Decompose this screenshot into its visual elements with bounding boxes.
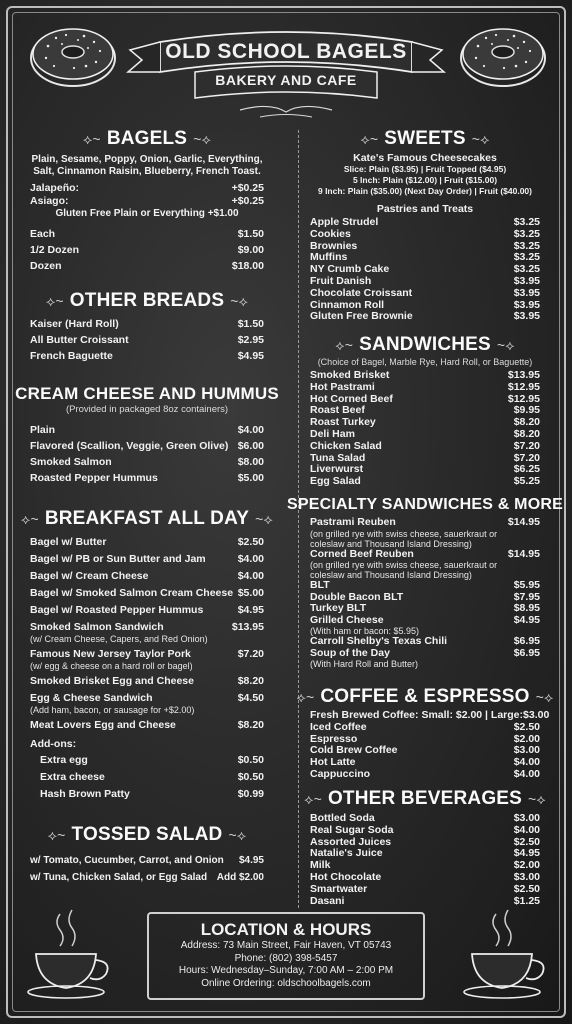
cheesecake-title: Kate's Famous Cheesecakes — [353, 152, 497, 164]
item-price: $2.50 — [513, 882, 540, 895]
item-name: Double Bacon BLT — [310, 590, 404, 603]
section-title: SPECIALTY SANDWICHES & MORE — [287, 496, 563, 513]
menu-item — [30, 752, 264, 769]
item-name: Famous New Jersey Taylor Pork — [30, 648, 191, 660]
item-description: (w/ egg & cheese on a hard roll or bagel) — [30, 661, 193, 671]
item-name: Smoked Brisket Egg and Cheese — [30, 675, 194, 687]
menu-item — [30, 587, 264, 600]
item-price: $1.25 — [513, 894, 540, 907]
menu-item — [310, 429, 540, 441]
menu-item — [310, 288, 540, 300]
menu-item — [310, 517, 540, 529]
column-divider — [298, 130, 299, 908]
item-price: $13.95 — [231, 621, 264, 633]
item-price: $4.00 — [513, 756, 540, 769]
bagel-icon — [456, 18, 550, 94]
menu-item — [30, 604, 264, 617]
item-price: $5.25 — [513, 475, 540, 488]
menu-item — [310, 549, 540, 561]
item-price: $8.20 — [237, 719, 264, 731]
item-name: Bagel w/ PB or Sun Butter and Jam — [30, 553, 206, 565]
bagel-icon — [26, 18, 120, 94]
gluten-free-note: Gluten Free Plain or Everything +$1.00 — [55, 208, 239, 219]
item-name: Fresh Brewed Coffee: Small: $2.00 | Large: — [310, 709, 524, 721]
menu-item — [310, 229, 540, 241]
menu-item: Kaiser (Hard Roll) $1.50 — [30, 318, 264, 330]
item-name: Hot Corned Beef — [310, 392, 393, 405]
restaurant-subtitle: BAKERY AND CAFE — [215, 72, 357, 88]
item-name: Liverwurst — [310, 463, 364, 476]
item-name: Cold Brew Coffee — [310, 744, 398, 757]
menu-item — [30, 692, 264, 705]
item-name: Fruit Danish — [310, 274, 372, 287]
item-name: Real Sugar Soda — [310, 823, 394, 836]
item-price: $14.95 — [507, 547, 540, 560]
tossed-salad-section — [30, 824, 264, 886]
menu-item — [310, 311, 540, 323]
menu-item — [30, 648, 264, 661]
menu-item: Flavored (Scallion, Veggie, Green Olive) $6.00 — [30, 440, 264, 452]
other-breads-section — [30, 290, 264, 364]
item-price: $5.00 — [237, 587, 264, 599]
menu-item: All Butter Croissant $2.95 — [30, 334, 264, 346]
item-price: $4.95 — [513, 847, 540, 860]
menu-item — [310, 825, 540, 837]
flourish-icon: ⟡~ — [20, 510, 39, 527]
item-name: Cinnamon Roll — [310, 298, 385, 311]
item-price: $12.95 — [507, 380, 540, 393]
item-price: $4.95 — [237, 604, 264, 616]
item-name: Smartwater — [310, 882, 368, 895]
section-title: SWEETS — [384, 128, 466, 149]
menu-item: Asiago: +$0.25 — [30, 195, 264, 207]
menu-item — [310, 382, 540, 394]
menu-item — [30, 553, 264, 566]
item-price: $7.20 — [237, 648, 264, 660]
breakfast-section — [20, 508, 274, 803]
menu-item: Dozen $18.00 — [30, 260, 264, 272]
item-name: Cappuccino — [310, 767, 371, 780]
item-name: Assorted Juices — [310, 835, 392, 848]
item-price: $7.95 — [513, 590, 540, 603]
item-name: Deli Ham — [310, 427, 355, 440]
item-description: (on grilled rye with swiss cheese, sauerkraut or coleslaw and Thousand Island Dressing) — [310, 528, 498, 549]
coffee-section — [296, 686, 554, 781]
item-name: Grilled Cheese — [310, 613, 384, 626]
item-name: Egg & Cheese Sandwich — [30, 692, 153, 704]
item-price: $2.50 — [237, 536, 264, 548]
section-title: OTHER BEVERAGES — [327, 788, 523, 809]
item-price: $8.20 — [237, 675, 264, 687]
item-price: $5.95 — [513, 579, 540, 591]
menu-item — [310, 636, 540, 648]
item-name: Meat Lovers Egg and Cheese — [30, 719, 176, 731]
address-text: Address: 73 Main Street, Fair Haven, VT 05743 — [180, 940, 392, 951]
menu-item — [30, 719, 264, 732]
item-name: Hash Brown Patty — [40, 788, 130, 800]
item-price: $0.50 — [237, 771, 264, 783]
flourish-icon: ~⟡ — [528, 790, 546, 807]
menu-item — [310, 476, 540, 488]
item-name: Smoked Salmon Sandwich — [30, 621, 164, 633]
item-price: $6.95 — [513, 646, 540, 659]
online-ordering-link[interactable]: Online Ordering: oldschoolbagels.com — [201, 977, 371, 989]
item-name: Turkey BLT — [310, 602, 367, 614]
item-name: Cookies — [310, 227, 351, 240]
menu-item — [30, 621, 264, 634]
flourish-icon: ~⟡ — [471, 130, 490, 147]
item-name: Chocolate Croissant — [310, 286, 413, 299]
flourish-icon: ⟡~ — [304, 790, 322, 807]
section-title: CREAM CHEESE AND HUMMUS — [15, 384, 279, 403]
flourish-icon: ⟡~ — [296, 688, 315, 705]
item-name: Extra cheese — [40, 771, 105, 783]
item-name: Egg Salad — [310, 475, 361, 488]
item-price: $6.95 — [513, 635, 540, 647]
item-price: $3.95 — [513, 286, 540, 299]
item-price: $0.50 — [237, 754, 264, 766]
item-name: Chicken Salad — [310, 439, 382, 452]
menu-item — [310, 615, 540, 627]
item-price: $8.20 — [513, 427, 540, 440]
beverages-section — [304, 788, 546, 907]
cheesecake-line: Slice: Plain ($3.95) | Fruit Topped ($4.95) — [343, 164, 507, 174]
item-name: Soup of the Day — [310, 646, 390, 659]
sweets-section — [310, 128, 540, 323]
item-price: $3.95 — [513, 310, 540, 323]
item-price: $3.25 — [513, 227, 540, 240]
menu-item — [310, 884, 540, 896]
section-note: (Choice of Bagel, Marble Rye, Hard Roll, or Baguette) — [317, 357, 533, 367]
menu-item — [30, 536, 264, 549]
item-price: $3.00 — [513, 744, 540, 757]
section-title: TOSSED SALAD — [71, 824, 223, 845]
section-title: BAGELS — [106, 128, 188, 149]
item-name: Tuna Salad — [310, 451, 366, 464]
menu-item — [30, 786, 264, 803]
flourish-icon: ~⟡ — [255, 510, 274, 527]
item-price: $4.00 — [237, 570, 264, 582]
item-description: (w/ Cream Cheese, Capers, and Red Onion) — [30, 634, 208, 644]
bagel-flavors: Plain, Sesame, Poppy, Onion, Garlic, Everything, Salt, Cinnamon Raisin, Blueberry, French Toast. — [31, 154, 263, 177]
menu-item — [310, 648, 540, 660]
item-price: $6.25 — [513, 463, 540, 476]
item-name: Smoked Brisket — [310, 369, 390, 381]
cheesecake-line: 9 Inch: Plain ($35.00) (Next Day Order) | Fruit ($40.00) — [317, 186, 532, 196]
sandwiches-section — [310, 334, 540, 488]
flourish-icon: ~⟡ — [228, 826, 247, 843]
flourish-icon: ⟡~ — [82, 130, 101, 147]
pastries-title: Pastries and Treats — [376, 203, 474, 215]
location-hours-box — [147, 912, 425, 1000]
flourish-icon: ~⟡ — [230, 292, 249, 309]
coffee-cup-icon — [22, 904, 117, 1004]
item-name: Roast Turkey — [310, 416, 376, 429]
hours-text: Hours: Wednesday–Sunday, 7:00 AM – 2:00 PM — [178, 965, 394, 976]
item-name: Hot Pastrami — [310, 380, 375, 393]
menu-item — [30, 675, 264, 688]
menu-item: 1/2 Dozen $9.00 — [30, 244, 264, 256]
item-price: $4.95 — [513, 613, 540, 626]
menu-item — [30, 769, 264, 786]
section-note: (Provided in packaged 8oz containers) — [65, 404, 229, 415]
item-price: $3.00 — [513, 812, 540, 824]
item-name: Milk — [310, 859, 331, 872]
item-description: (With ham or bacon: $5.95) — [310, 626, 420, 636]
item-name: NY Crumb Cake — [310, 263, 390, 276]
item-price: $8.20 — [513, 416, 540, 429]
menu-item — [30, 570, 264, 583]
menu-item: w/ Tuna, Chicken Salad, or Egg Salad Add $2.00 — [30, 872, 264, 883]
item-price: $4.00 — [237, 553, 264, 565]
item-description: (Add ham, bacon, or sausage for +$2.00) — [30, 705, 195, 715]
menu-item: Smoked Salmon $8.00 — [30, 456, 264, 468]
item-name: Natalie's Juice — [310, 847, 383, 860]
section-title: OTHER BREADS — [69, 290, 225, 311]
menu-item: Jalapeño: +$0.25 — [30, 182, 264, 194]
item-price: $3.25 — [513, 239, 540, 252]
item-name: Bagel w/ Butter — [30, 536, 107, 548]
flourish-icon: ⟡~ — [335, 336, 354, 353]
addons-label: Add-ons: — [30, 738, 77, 750]
section-title: BREAKFAST ALL DAY — [44, 508, 250, 529]
item-price: $0.99 — [237, 788, 264, 800]
section-title: COFFEE & ESPRESSO — [320, 686, 530, 707]
item-name: BLT — [310, 579, 330, 591]
item-name: Dasani — [310, 894, 345, 907]
item-price: $4.00 — [513, 767, 540, 780]
bagels-section — [30, 128, 264, 274]
item-name: Gluten Free Brownie — [310, 310, 413, 323]
item-price: $2.00 — [513, 732, 540, 745]
item-price: $2.50 — [513, 835, 540, 848]
menu-item — [310, 872, 540, 884]
menu-item: w/ Tomato, Cucumber, Carrot, and Onion $4.95 — [30, 855, 264, 866]
item-description: (With Hard Roll and Butter) — [310, 659, 419, 669]
menu-item — [310, 603, 540, 615]
item-name: Roast Beef — [310, 404, 365, 417]
flourish-icon: ~⟡ — [496, 336, 515, 353]
section-title: SANDWICHES — [359, 334, 491, 355]
item-price: $7.20 — [513, 451, 540, 464]
flourish-icon: ⟡~ — [47, 826, 66, 843]
item-name: Iced Coffee — [310, 720, 367, 733]
item-name: Pastrami Reuben — [310, 516, 396, 528]
restaurant-name: OLD SCHOOL BAGELS — [165, 40, 407, 63]
item-price: $3.95 — [513, 274, 540, 287]
footer-title: LOCATION & HOURS — [200, 920, 372, 939]
item-name: Extra egg — [40, 754, 88, 766]
item-price: $3.25 — [513, 251, 540, 264]
item-name: Espresso — [310, 732, 358, 745]
coffee-cup-icon — [456, 904, 551, 1004]
item-price: $3.95 — [513, 298, 540, 311]
item-price: $12.95 — [507, 392, 540, 405]
item-description: (on grilled rye with swiss cheese, sauerkraut or coleslaw and Thousand Island Dressing) — [310, 560, 498, 580]
item-name: Bagel w/ Smoked Salmon Cream Cheese — [30, 587, 234, 599]
menu-item — [310, 848, 540, 860]
item-price: $2.50 — [513, 720, 540, 733]
bagel-addons — [30, 182, 264, 220]
flourish-icon: ⟡~ — [45, 292, 64, 309]
item-price: $13.95 — [507, 369, 540, 381]
item-price: $4.00 — [513, 823, 540, 836]
menu-item: Each $1.50 — [30, 228, 264, 240]
menu-item — [310, 769, 540, 781]
menu-item: Roasted Pepper Hummus $5.00 — [30, 472, 264, 484]
menu-item — [310, 276, 540, 288]
item-price: $3.00 — [513, 870, 540, 883]
menu-item — [310, 441, 540, 453]
flourish-icon: ⟡~ — [360, 130, 379, 147]
item-name: Bottled Soda — [310, 812, 375, 824]
item-name: Bagel w/ Roasted Pepper Hummus — [30, 604, 204, 616]
flourish-icon: ~⟡ — [535, 688, 554, 705]
item-price: $3.00 — [523, 709, 550, 721]
item-price: $7.20 — [513, 439, 540, 452]
item-price: $4.50 — [237, 692, 264, 704]
item-price: $8.95 — [513, 602, 540, 614]
item-price: $9.95 — [513, 404, 540, 417]
item-price: $2.00 — [513, 859, 540, 872]
item-name: Hot Latte — [310, 756, 356, 769]
specialty-section — [287, 496, 563, 669]
menu-header — [120, 20, 452, 125]
menu-item — [310, 722, 540, 734]
item-name: Apple Strudel — [310, 216, 379, 228]
cream-cheese-section — [15, 384, 279, 486]
menu-item: Plain $4.00 — [30, 424, 264, 436]
item-price: $14.95 — [507, 516, 540, 528]
phone-text: Phone: (802) 398-5457 — [234, 952, 338, 964]
item-name: Corned Beef Reuben — [310, 547, 414, 560]
menu-item: French Baguette $4.95 — [30, 350, 264, 362]
item-name: Hot Chocolate — [310, 870, 382, 883]
item-name: Carroll Shelby's Texas Chili — [310, 635, 448, 647]
item-name: Muffins — [310, 251, 348, 264]
bagel-quantities — [30, 226, 264, 274]
item-price: $3.25 — [513, 263, 540, 276]
item-name: Brownies — [310, 239, 358, 252]
item-price: $3.25 — [513, 216, 540, 228]
item-name: Bagel w/ Cream Cheese — [30, 570, 149, 582]
menu-item — [310, 580, 540, 592]
cheesecake-line: 5 Inch: Plain ($12.00) | Fruit ($15.00) — [352, 175, 498, 185]
flourish-icon: ~⟡ — [193, 130, 212, 147]
